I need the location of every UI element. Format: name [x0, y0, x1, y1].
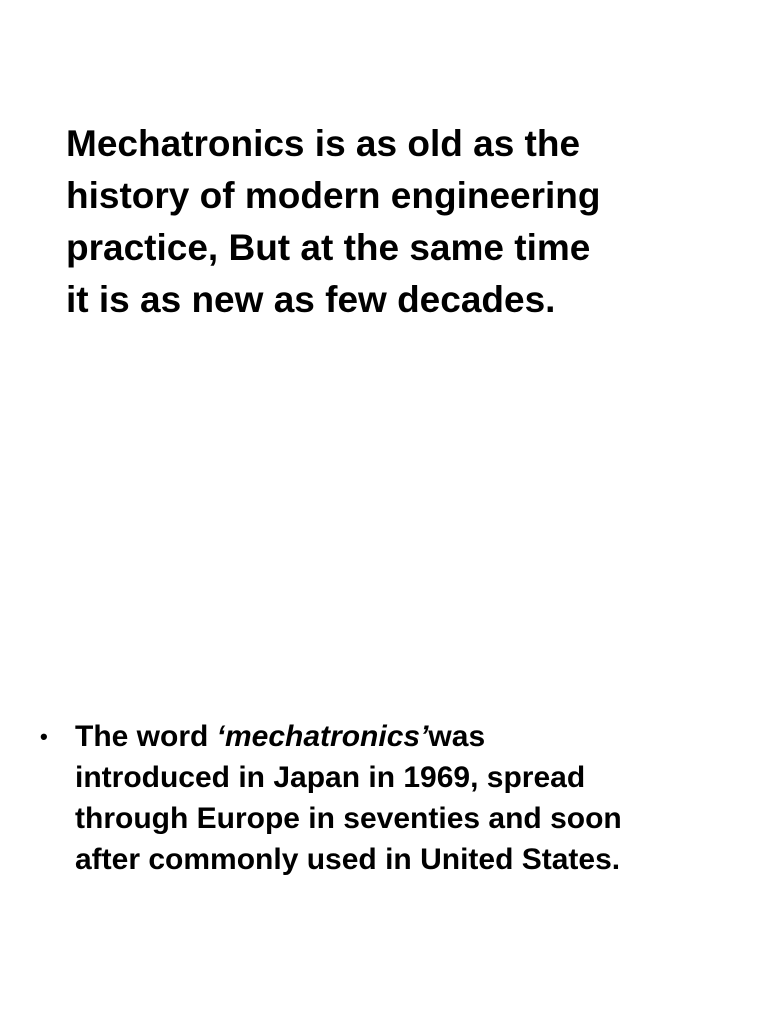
bullet-line-1-end: was [428, 720, 486, 753]
bullet-text [75, 716, 735, 880]
bullet-marker: • [40, 724, 48, 749]
bullet-line-1-start: The word [75, 720, 217, 753]
bullet-line-1 [75, 716, 735, 757]
bullet-line-3: through Europe in seventies and soon [75, 802, 622, 835]
slide-heading [66, 118, 726, 326]
bullet-term: ‘mechatronics’ [216, 720, 429, 753]
bullet-line-2: introduced in Japan in 1969, spread [75, 761, 586, 794]
heading-line: it is as new as few decades. [66, 279, 556, 320]
heading-line: practice, But at the same time [66, 227, 591, 268]
heading-line: history of modern engineering [66, 175, 601, 216]
bullet-line-4: after commonly used in United States. [75, 843, 621, 876]
heading-line: Mechatronics is as old as the [66, 123, 581, 164]
